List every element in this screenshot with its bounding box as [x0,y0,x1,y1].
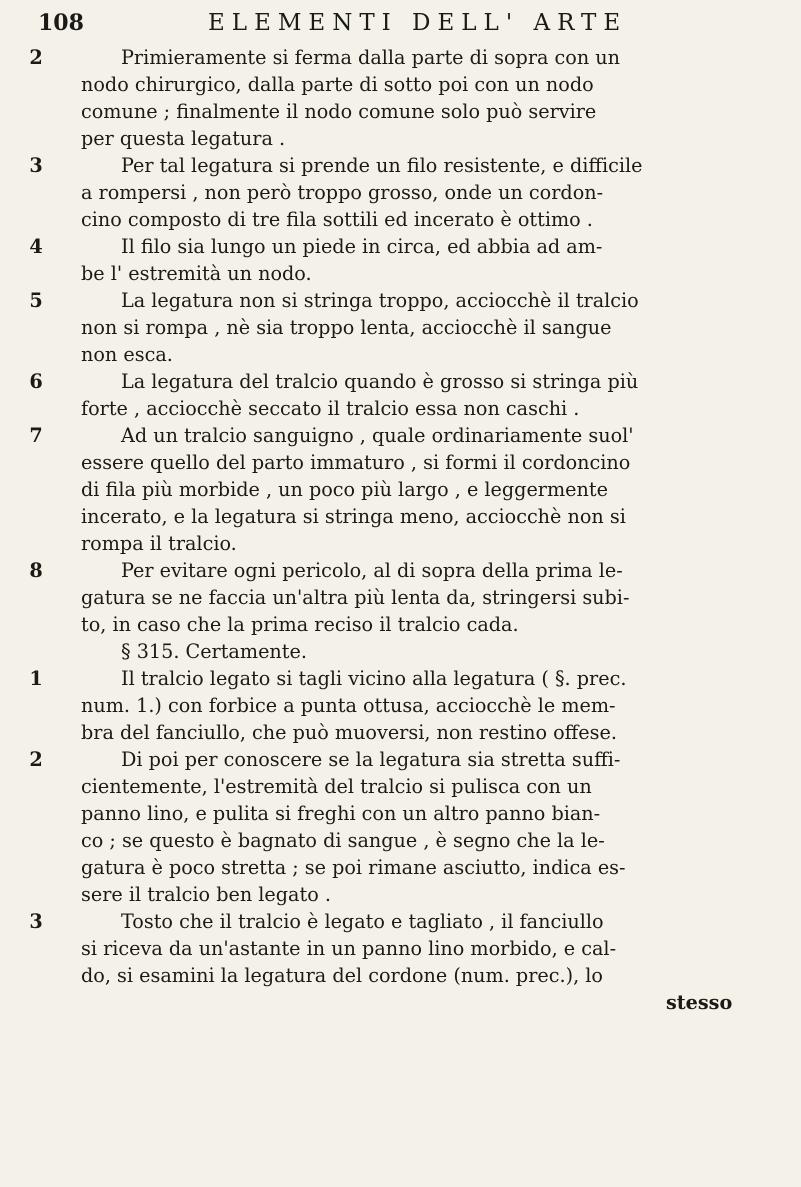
line-text: gatura è poco stretta ; se poi rimane asciutto, indica es- [81,856,626,879]
text-line [26,449,766,476]
line-text: Ad un tralcio sanguigno , quale ordinariamente suol' [121,424,634,447]
margin-number: 3 [29,910,43,933]
margin-number: 8 [29,559,43,582]
text-line [26,665,766,692]
text-line [26,530,766,557]
margin-number: 2 [29,748,43,771]
margin-number: 2 [29,46,43,69]
text-line [26,71,766,98]
text-line [26,692,766,719]
text-line [26,98,766,125]
margin-number: 4 [29,235,43,258]
line-text: La legatura non si stringa troppo, acciocchè il tralcio [121,289,639,312]
line-text: La legatura del tralcio quando è grosso si stringa più [121,370,639,393]
text-line [26,611,766,638]
body-text [26,44,766,1016]
text-line [26,260,766,287]
text-line [26,881,766,908]
line-text: per questa legatura . [81,127,286,150]
text-line [26,206,766,233]
line-text: essere quello del parto immaturo , si formi il cordoncino [81,451,631,474]
line-text: gatura se ne faccia un'altra più lenta da, stringersi subi- [81,586,630,609]
text-line [26,908,766,935]
text-line [26,800,766,827]
line-text: panno lino, e pulita si freghi con un altro panno bian- [81,802,601,825]
line-text: num. 1.) con forbice a punta ottusa, acciocchè le mem- [81,694,616,717]
line-text: Di poi per conoscere se la legatura sia stretta suffi- [121,748,621,771]
line-text: do, si esamini la legatura del cordone (num. prec.), lo [81,964,603,987]
text-line [26,314,766,341]
catchword: stesso [666,991,733,1014]
text-line [26,287,766,314]
line-text: cientemente, l'estremità del tralcio si pulisca con un [81,775,592,798]
text-line [26,962,766,989]
line-text: si riceva da un'astante in un panno lino morbido, e cal- [81,937,617,960]
line-text: cino composto di tre fila sottili ed incerato è ottimo . [81,208,593,231]
line-text: rompa il tralcio. [81,532,237,555]
margin-number: 6 [29,370,43,393]
text-line [26,557,766,584]
line-text: Il filo sia lungo un piede in circa, ed abbia ad am- [121,235,603,258]
text-line [26,719,766,746]
text-line [26,827,766,854]
margin-number: 3 [29,154,43,177]
text-line [26,854,766,881]
text-line [26,125,766,152]
text-line [26,341,766,368]
line-text: § 315. Certamente. [121,640,307,663]
line-text: a rompersi , non però troppo grosso, onde un cordon- [81,181,604,204]
line-text: Il tralcio legato si tagli vicino alla legatura ( §. prec. [121,667,627,690]
text-line [26,773,766,800]
line-text: non esca. [81,343,173,366]
text-line [26,395,766,422]
text-line [26,422,766,449]
line-text: Per tal legatura si prende un filo resistente, e difficile [121,154,643,177]
line-text: nodo chirurgico, dalla parte di sotto poi con un nodo [81,73,594,96]
line-text: to, in caso che la prima reciso il tralcio cada. [81,613,519,636]
line-text: di fila più morbide , un poco più largo , e leggermente [81,478,608,501]
margin-number: 5 [29,289,43,312]
line-text: Primieramente si ferma dalla parte di sopra con un [121,46,621,69]
margin-number: 7 [29,424,43,447]
line-text: comune ; finalmente il nodo comune solo può servire [81,100,597,123]
text-line [26,503,766,530]
text-line [26,152,766,179]
line-text: co ; se questo è bagnato di sangue , è segno che la le- [81,829,605,852]
running-title: ELEMENTI DELL' ARTE [208,10,628,36]
text-line [26,44,766,71]
catchword-line [26,989,766,1016]
text-line [26,935,766,962]
line-text: forte , acciocchè seccato il tralcio essa non caschi . [81,397,580,420]
text-line [26,368,766,395]
line-text: Tosto che il tralcio è legato e tagliato , il fanciullo [121,910,604,933]
page-number: 108 [38,10,84,36]
text-line [26,233,766,260]
line-text: non si rompa , nè sia troppo lenta, acciocchè il sangue [81,316,612,339]
line-text: incerato, e la legatura si stringa meno, acciocchè non si [81,505,626,528]
line-text: be l' estremità un nodo. [81,262,312,285]
margin-number: 1 [29,667,43,690]
line-text: sere il tralcio ben legato . [81,883,331,906]
text-line [26,476,766,503]
text-line [26,179,766,206]
line-text: Per evitare ogni pericolo, al di sopra della prima le- [121,559,623,582]
line-text: bra del fanciullo, che può muoversi, non restino offese. [81,721,617,744]
text-line [26,746,766,773]
text-line [26,638,766,665]
text-line [26,584,766,611]
